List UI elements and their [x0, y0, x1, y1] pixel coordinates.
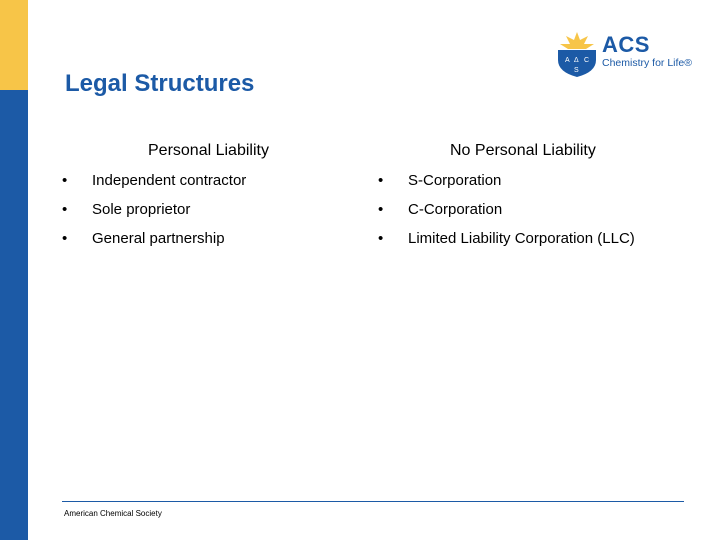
svg-text:S: S: [574, 67, 579, 74]
bullet: •: [62, 230, 68, 247]
side-accent-yellow: [0, 0, 28, 90]
svg-text:A: A: [565, 57, 570, 64]
list-item-text: S-Corporation: [408, 172, 502, 189]
footer-divider: [62, 501, 684, 502]
bullet: •: [62, 201, 68, 218]
acs-logo: [554, 30, 693, 80]
list-item-text: Sole proprietor: [92, 201, 191, 218]
footer-text: American Chemical Society: [64, 509, 162, 518]
slide-title: Legal Structures: [65, 70, 255, 97]
personal-liability-heading: Personal Liability: [148, 142, 269, 159]
list-item-text: Limited Liability Corporation (LLC): [408, 230, 635, 247]
list-item-text: Independent contractor: [92, 172, 247, 189]
list-item-text: General partnership: [92, 230, 225, 247]
logo-wordmark: ACS: [602, 32, 650, 57]
svg-text:C: C: [584, 57, 590, 64]
bullet: •: [378, 201, 384, 218]
logo-tagline: Chemistry for Life®: [602, 57, 693, 69]
svg-text:Δ: Δ: [574, 57, 579, 64]
side-accent-blue: [0, 90, 28, 540]
bullet: •: [378, 172, 384, 189]
bullet: •: [62, 172, 68, 189]
no-personal-liability-heading: No Personal Liability: [450, 142, 596, 159]
list-item-text: C-Corporation: [408, 201, 503, 218]
bullet: •: [378, 230, 384, 247]
acs-emblem-icon: [554, 30, 600, 78]
